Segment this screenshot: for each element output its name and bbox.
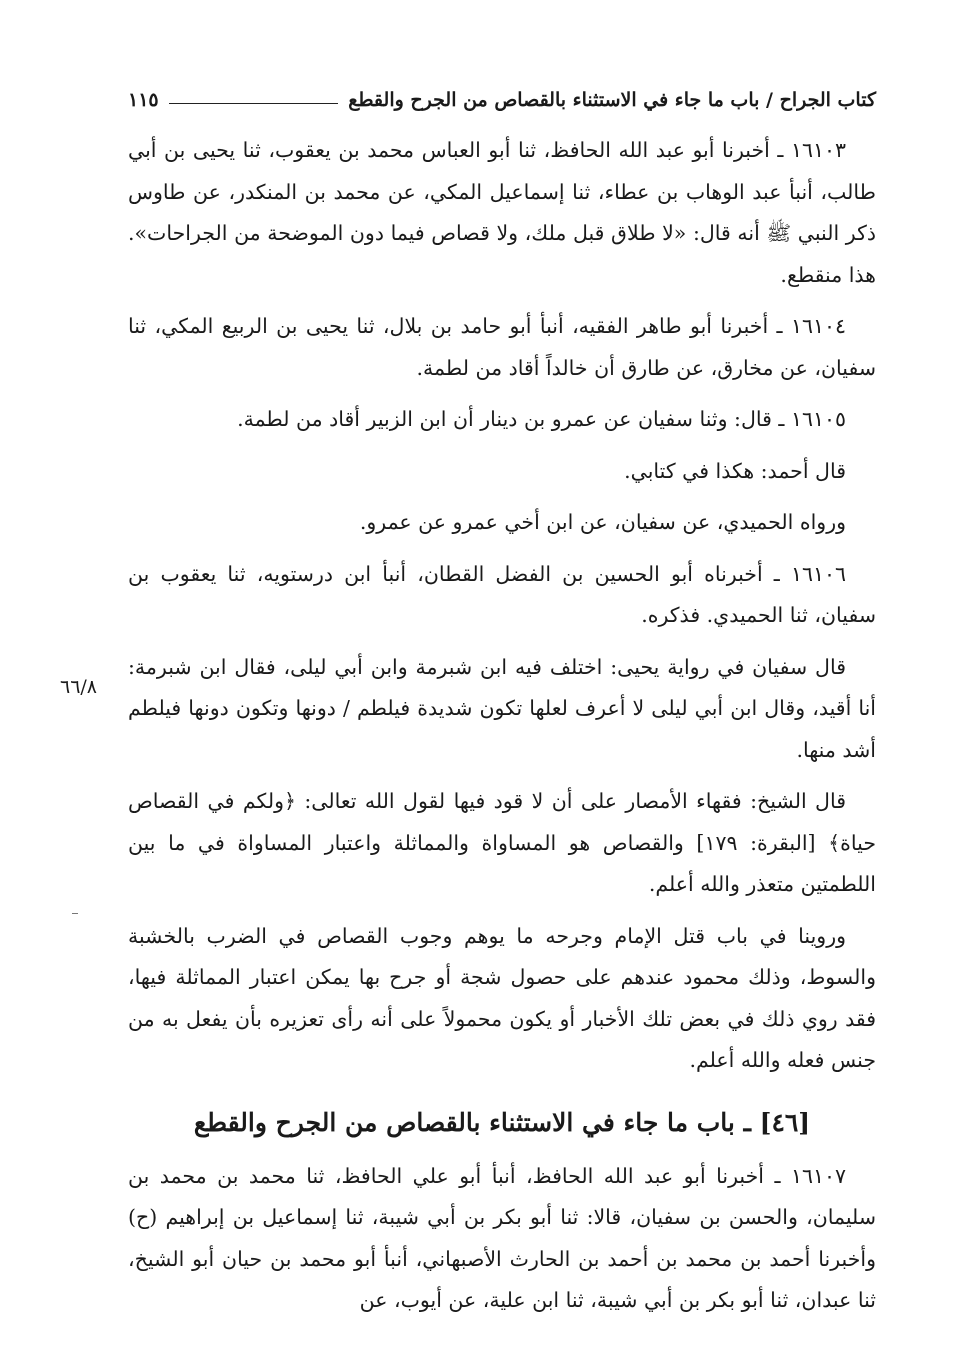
margin-mark [72, 913, 78, 914]
hadith-16107: ١٦١٠٧ ـ أخبرنا أبو عبد الله الحافظ، أنبأ أبو علي الحافظ، ثنا محمد بن محمد بن سليمان، والحسن بن سفيان، قالا: ثنا أبو بكر بن أبي شيبة، ثنا إسماعيل بن إبراهيم (ح) وأخبرنا أحمد بن محمد بن أحمد بن الحارث الأصبهاني، أنبأ أبو محمد بن حيان أبو الشيخ، ثنا عبدان، ثنا أبو بكر بن أبي شيبة، ثنا ابن علية، عن أيوب، عن [128, 1163, 876, 1312]
shaykh-note: قال الشيخ: فقهاء الأمصار على أن لا قود فيها لقول الله تعالى: ﴿ولكم في القصاص حياة﴾ [البقرة: ١٧٩] والقصاص هو المساواة والمماثلة واعتبار المساواة في ما بين اللطمتين متعذر والله أعلم. [128, 789, 877, 896]
hadith-16106: ١٦١٠٦ ـ أخبرناه أبو الحسين بن الفضل القطان، أنبأ ابن درستويه، ثنا يعقوب بن سفيان، ثنا الحميدي. فذكره. [128, 561, 876, 627]
book-page [128, 80, 876, 1332]
ahmad-note: قال أحمد: هكذا في كتابي. [624, 458, 846, 483]
riwaya-note: وروينا في باب قتل الإمام وجرحه ما يوهم وجوب القصاص في الضرب بالخشبة والسوط، وذلك محمود عندهم على حصول شجة أو جرح بها يمكن اعتبار المماثلة فيها، فقد روي ذلك في بعض تلك الأخبار أو يكون محمولاً على أنه رأى تعزيره بأن يفعل به من جنس فعله والله أعلم. [128, 923, 876, 1072]
section-title: [٤٦] ـ باب ما جاء في الاستثناء بالقصاص من الجرح والقطع [193, 1107, 811, 1137]
hadith-16104: ١٦١٠٤ ـ أخبرنا أبو طاهر الفقيه، أنبأ أبو حامد بن بلال، ثنا يحيى بن الربيع المكي، ثنا سفيان، عن مخارق، عن طارق أن خالداً أقاد من لطمة. [128, 314, 876, 380]
header-rule [169, 103, 339, 104]
running-header [128, 80, 876, 120]
sufyan-note: قال سفيان في رواية يحيى: اختلف فيه ابن شبرمة وابن أبي ليلى، فقال ابن شبرمة: أنا أقيد، وقال ابن أبي ليلى لا أعرف لعلها تكون شديدة فيلطم / دونها وتكون دونها فيلطم أشد منها. [128, 654, 876, 762]
margin-volume-page-note: ٦٦/٨ [60, 676, 98, 698]
page-number: ١١٥ [128, 89, 159, 111]
hadith-16103: ١٦١٠٣ ـ أخبرنا أبو عبد الله الحافظ، ثنا أبو العباس محمد بن يعقوب، ثنا يحيى بن أبي طالب، أنبأ عبد الوهاب بن عطاء، ثنا إسماعيل المكي، عن محمد بن المنكدر، عن طاوس ذكر النبي ﷺ أنه قال: «لا طلاق قبل ملك، ولا قصاص فيما دون الموضحة من الجراحات». هذا منقطع. [128, 138, 876, 287]
hadith-16105: ١٦١٠٥ ـ قال: وثنا سفيان عن عمرو بن دينار أن ابن الزبير أقاد من لطمة. [237, 407, 846, 431]
header-title: كتاب الجراح / باب ما جاء في الاستثناء بالقصاص من الجرح والقطع [348, 89, 876, 111]
humaydi-note: ورواه الحميدي، عن سفيان، عن ابن أخي عمرو عن عمرو. [359, 510, 846, 534]
